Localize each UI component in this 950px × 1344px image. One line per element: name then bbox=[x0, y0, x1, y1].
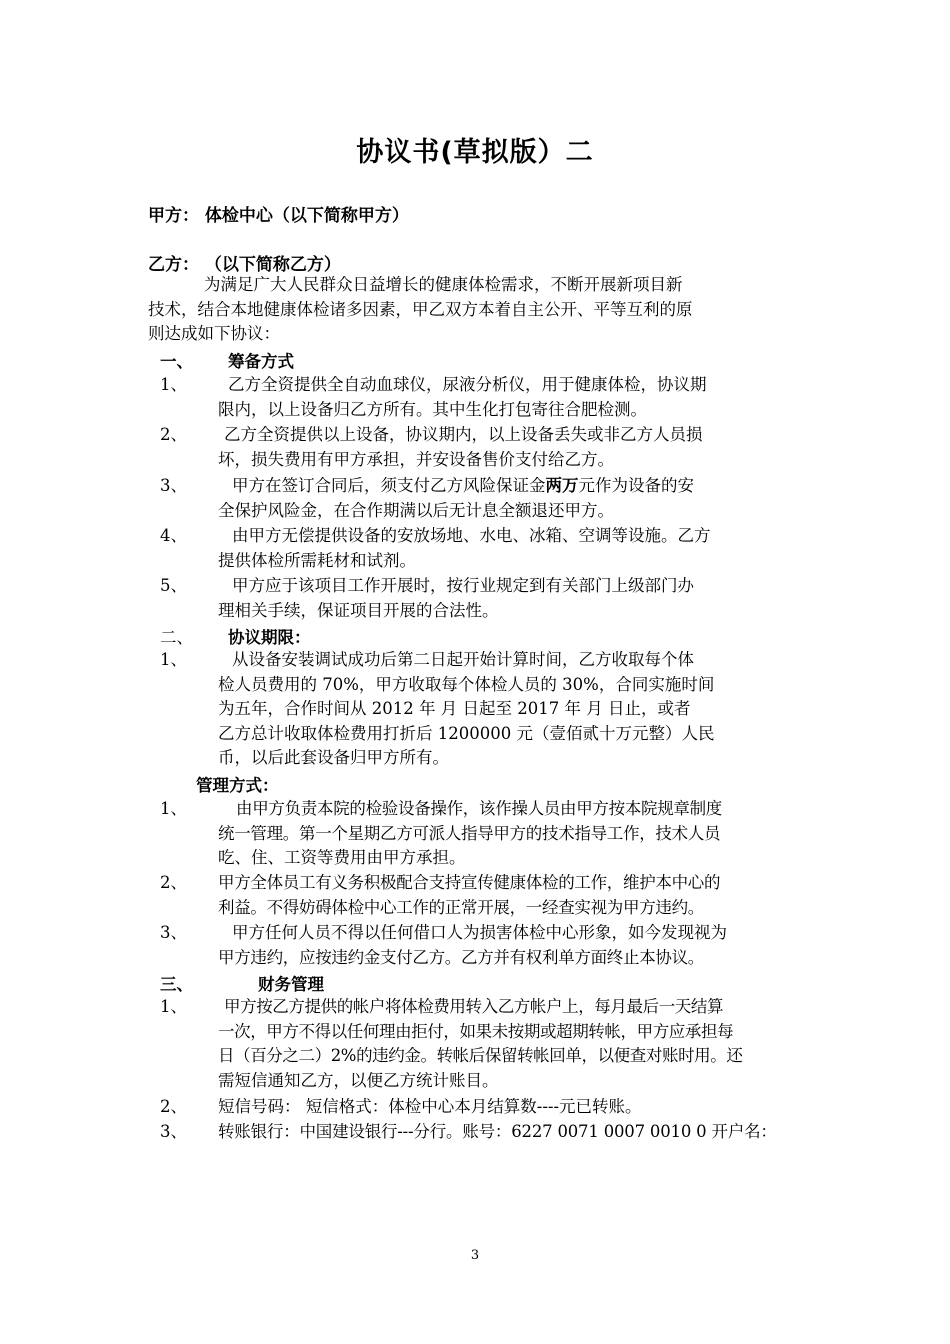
clause-line: 理相关手续，保证项目开展的合法性。 bbox=[218, 600, 499, 620]
clause-line: 甲方按乙方提供的帐户将体检费用转入乙方帐户上，每月最后一天结算 bbox=[224, 997, 724, 1016]
clause-line: 全保护风险金，在合作期满以后无计息全额退还甲方。 bbox=[218, 500, 614, 520]
section-title: 财务管理 bbox=[258, 975, 324, 994]
section-title: 管理方式： bbox=[196, 776, 279, 795]
clause-line bbox=[218, 474, 810, 499]
clause-line: 为五年，合作时间从 2012 年 月 日起至 2017 年 月 日止，或者 bbox=[218, 699, 691, 718]
clause-number: 1、 bbox=[160, 650, 187, 669]
section-title: 协议期限： bbox=[228, 628, 311, 647]
clause-line: 从设备安装调试成功后第二日起开始计算时间，乙方收取每个体 bbox=[232, 650, 694, 669]
section-heading bbox=[160, 624, 311, 648]
clause-line: 统一管理。第一个星期乙方可派人指导甲方的技术指导工作，技术人员 bbox=[218, 823, 721, 843]
clause-line: 吃、住、工资等费用由甲方承担。 bbox=[218, 848, 466, 867]
clause-line: 转账银行：中国建设银行---分行。账号：6227 0071 0007 0010 0 开户名： bbox=[218, 1122, 777, 1141]
intro-line: 技术，结合本地健康体检诸多因素，甲乙双方本着自主公开、平等互利的原 bbox=[148, 299, 693, 319]
intro-paragraph bbox=[148, 273, 806, 347]
clause-line: 一次，甲方不得以任何理由拒付，如果未按期或超期转帐，甲方应承担每 bbox=[218, 1021, 734, 1041]
party-a-line: 甲方： 体检中心（以下简称甲方） bbox=[148, 206, 409, 226]
clause-line: 短信号码： 短信格式：体检中心本月结算数----元已转账。 bbox=[218, 1097, 642, 1116]
section-number: 二、 bbox=[160, 628, 193, 647]
page-number: 3 bbox=[470, 1248, 480, 1263]
section-number: 一、 bbox=[160, 352, 193, 371]
clause-line: 乙方全资提供以上设备，协议期内，以上设备丢失或非乙方人员损 bbox=[224, 425, 703, 444]
deposit-amount: 两万 bbox=[545, 476, 579, 495]
party-b-line: 乙方： （以下简称乙方） bbox=[148, 255, 341, 275]
clause-line: 提供体检所需耗材和试剂。 bbox=[218, 550, 416, 570]
clause-number: 3、 bbox=[160, 923, 187, 942]
clause-line: 检人员费用的 70%，甲方收取每个体检人员的 30%，合同实施时间 bbox=[218, 674, 715, 694]
clause-number: 1、 bbox=[160, 799, 187, 818]
clause-line: 币，以后此套设备归甲方所有。 bbox=[218, 748, 449, 767]
clause-number: 3、 bbox=[160, 1122, 187, 1141]
clause-number: 4、 bbox=[160, 526, 187, 545]
section-heading bbox=[160, 971, 324, 995]
section-heading bbox=[196, 772, 279, 796]
section-number: 三、 bbox=[160, 975, 193, 994]
clause-number: 1、 bbox=[160, 997, 187, 1016]
section-heading bbox=[160, 348, 294, 372]
clause-number: 1、 bbox=[160, 375, 187, 394]
clause-line: 需短信通知乙方，以便乙方统计账目。 bbox=[218, 1070, 499, 1090]
intro-line: 则达成如下协议： bbox=[148, 324, 280, 343]
clause-line: 甲方全体员工有义务积极配合支持宣传健康体检的工作，维护本中心的 bbox=[218, 873, 721, 892]
intro-line: 为满足广大人民群众日益增长的健康体检需求，不断开展新项目新 bbox=[204, 275, 683, 294]
clause-number: 5、 bbox=[160, 576, 187, 595]
clause-line: 由甲方负责本院的检验设备操作，该作操人员由甲方按本院规章制度 bbox=[236, 799, 723, 818]
clause-line: 甲方任何人员不得以任何借口人为损害体检中心形象，如今发现视为 bbox=[232, 923, 727, 942]
clause-line: 限内，以上设备归乙方所有。其中生化打包寄往合肥检测。 bbox=[218, 399, 647, 419]
clause-number: 2、 bbox=[160, 1097, 187, 1116]
clause-line: 坏，损失费用有甲方承担，并安设备售价支付给乙方。 bbox=[218, 449, 614, 469]
clause-number: 3、 bbox=[160, 476, 187, 495]
section-title: 筹备方式 bbox=[228, 352, 294, 371]
clause-number: 2、 bbox=[160, 873, 187, 892]
clause-number: 2、 bbox=[160, 425, 187, 444]
clause-line: 利益。不得妨碍体检中心工作的正常开展，一经查实视为甲方违约。 bbox=[218, 897, 705, 917]
clause-text: 甲方在签订合同后，须支付乙方风险保证金 bbox=[232, 476, 546, 495]
clause-line: 由甲方无偿提供设备的安放场地、水电、冰箱、空调等设施。乙方 bbox=[232, 526, 711, 545]
clause-line: 乙方全资提供全自动血球仪，尿液分析仪，用于健康体检，协议期 bbox=[228, 375, 707, 394]
clause-line: 日（百分之二）2%的违约金。转帐后保留转帐回单，以便查对账时用。还 bbox=[218, 1046, 743, 1065]
clause-line: 甲方应于该项目工作开展时，按行业规定到有关部门上级部门办 bbox=[232, 576, 694, 595]
clause-text: 元作为设备的安 bbox=[578, 476, 694, 495]
clause-line: 乙方总计收取体检费用打折后 1200000 元（壹佰贰十万元整）人民 bbox=[218, 723, 715, 743]
clause-line: 甲方违约，应按违约金支付乙方。乙方并有权利单方面终止本协议。 bbox=[218, 947, 705, 967]
document-title: 协议书(草拟版）二 bbox=[356, 137, 594, 168]
